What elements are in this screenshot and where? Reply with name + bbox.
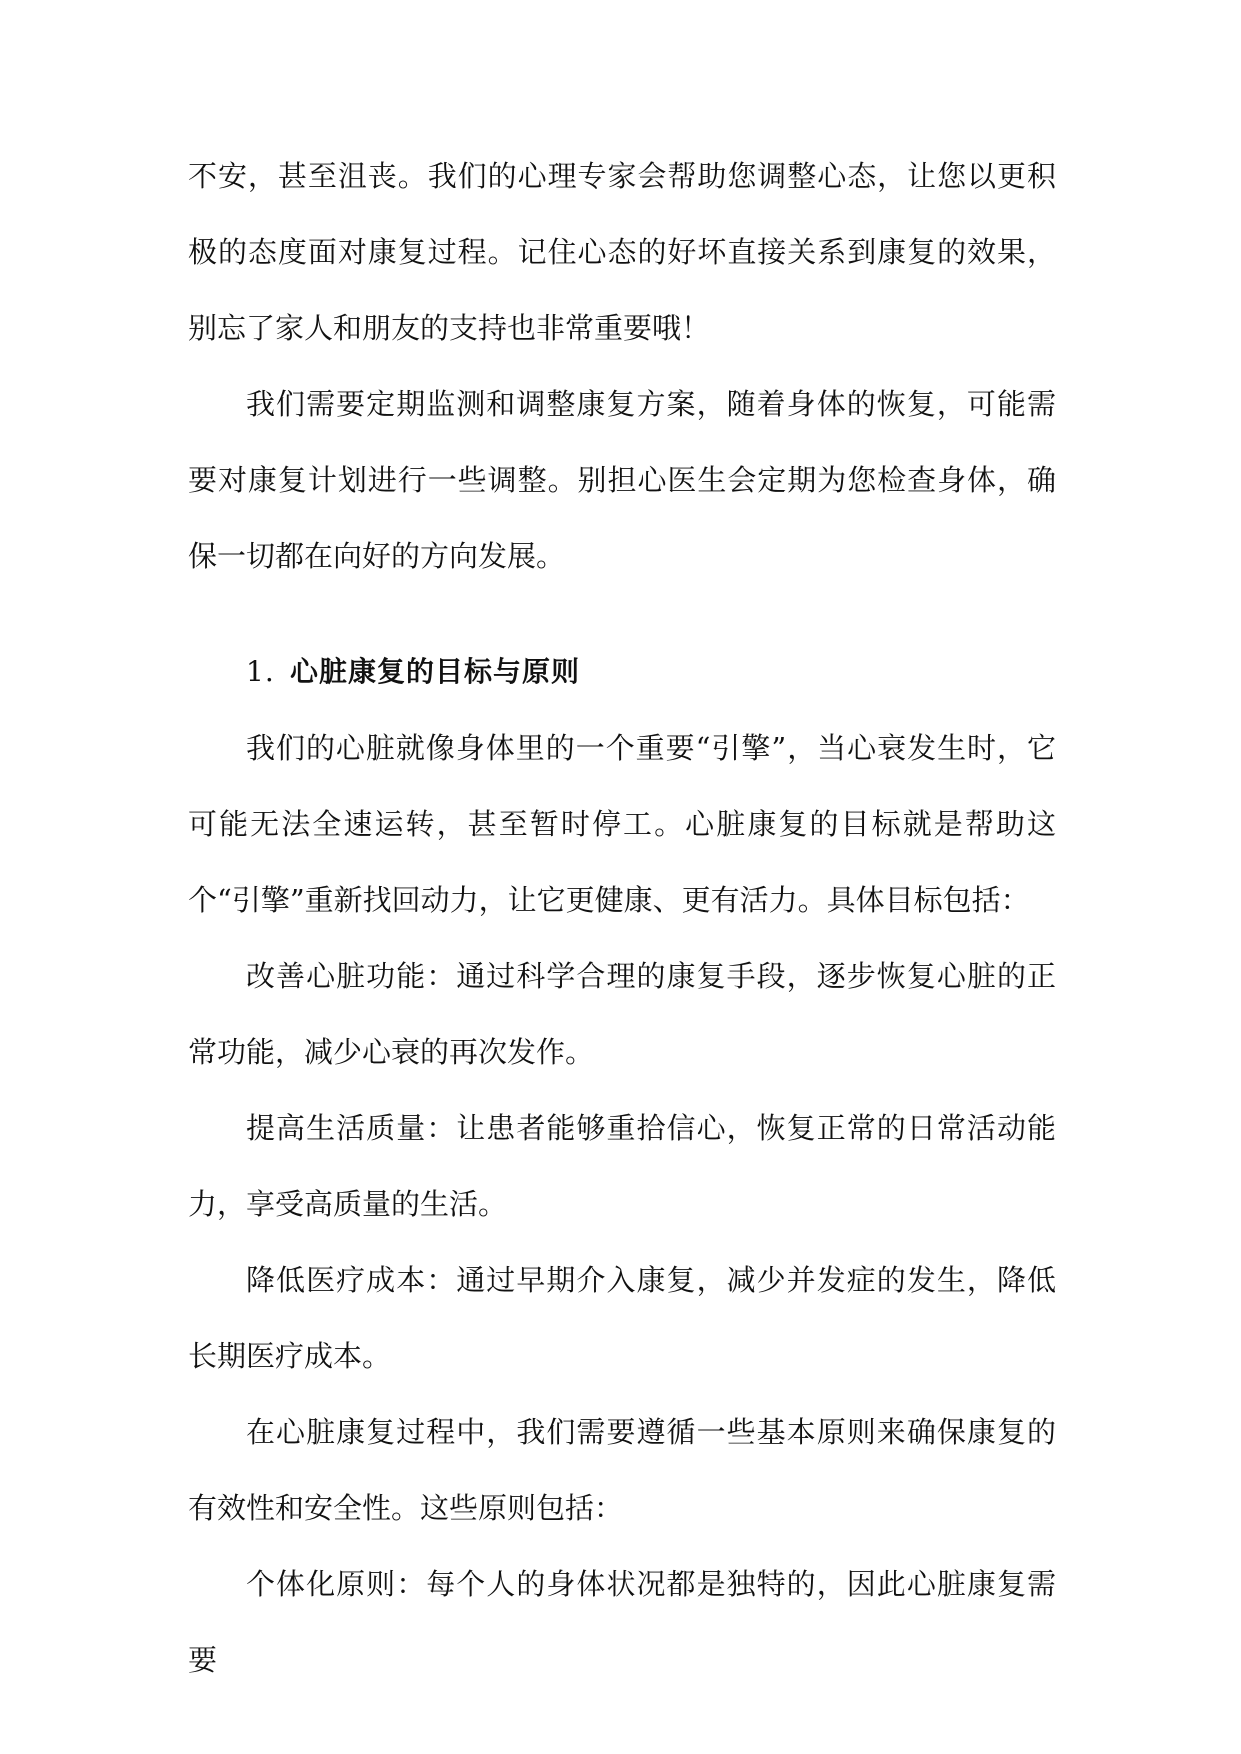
paragraph: 我们的心脏就像身体里的一个重要“引擎”，当心衰发生时，它可能无法全速运转，甚至暂时停工。心脏康复的目标就是帮助这个“引擎”重新找回动力，让它更健康、更有活力。具体目标包括： — [188, 731, 1056, 917]
section-number: 1. — [246, 655, 275, 688]
document-body — [188, 138, 1056, 1698]
paragraph: 降低医疗成本：通过早期介入康复，减少并发症的发生，降低长期医疗成本。 — [188, 1263, 1056, 1373]
paragraph: 改善心脏功能：通过科学合理的康复手段，逐步恢复心脏的正常功能，减少心衰的再次发作。 — [188, 959, 1056, 1069]
paragraph: 提高生活质量：让患者能够重拾信心，恢复正常的日常活动能力，享受高质量的生活。 — [188, 1111, 1056, 1221]
paragraph: 我们需要定期监测和调整康复方案，随着身体的恢复，可能需要对康复计划进行一些调整。别担心医生会定期为您检查身体，确保一切都在向好的方向发展。 — [188, 387, 1056, 573]
paragraph: 不安，甚至沮丧。我们的心理专家会帮助您调整心态，让您以更积极的态度面对康复过程。记住心态的好坏直接关系到康复的效果，别忘了家人和朋友的支持也非常重要哦！ — [188, 159, 1056, 345]
paragraph: 个体化原则：每个人的身体状况都是独特的，因此心脏康复需要 — [188, 1567, 1056, 1677]
section-title: 心脏康复的目标与原则 — [290, 655, 581, 688]
paragraph: 在心脏康复过程中，我们需要遵循一些基本原则来确保康复的有效性和安全性。这些原则包括： — [188, 1415, 1056, 1525]
section-heading — [188, 634, 1056, 710]
